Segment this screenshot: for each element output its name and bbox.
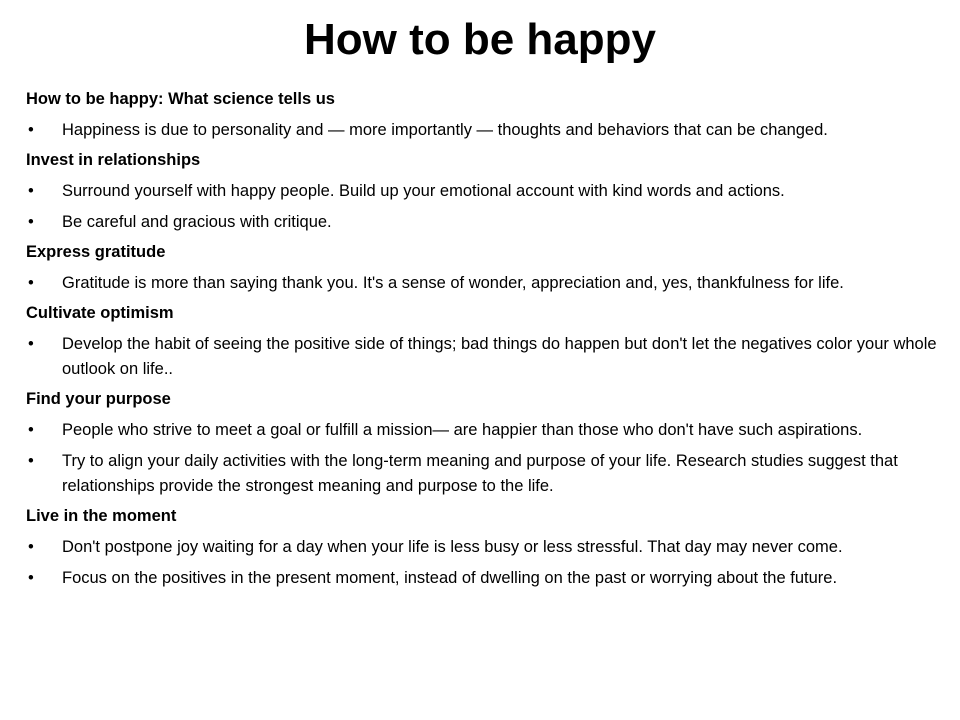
bullet-item bbox=[26, 332, 938, 382]
bullet-text: People who strive to meet a goal or fulfill a mission— are happier than those who don't have such aspirations. bbox=[62, 421, 863, 439]
bullet-icon: • bbox=[28, 121, 34, 139]
section-heading: Invest in relationships bbox=[26, 151, 201, 169]
section-heading: How to be happy: What science tells us bbox=[26, 90, 335, 108]
bullet-item bbox=[26, 418, 938, 443]
bullet-icon: • bbox=[28, 182, 34, 200]
bullet-text: Don't postpone joy waiting for a day when your life is less busy or less stressful. That day may never come. bbox=[62, 538, 843, 556]
bullet-icon: • bbox=[28, 538, 34, 556]
bullet-item bbox=[26, 179, 938, 204]
section-heading: Express gratitude bbox=[26, 243, 166, 261]
section-optimism bbox=[26, 302, 938, 382]
bullet-item bbox=[26, 271, 938, 296]
bullet-text: Happiness is due to personality and — more importantly — thoughts and behaviors that can be changed. bbox=[62, 121, 828, 139]
bullet-item bbox=[26, 210, 938, 235]
section-heading: Cultivate optimism bbox=[26, 304, 174, 322]
section-gratitude bbox=[26, 241, 938, 296]
bullet-item bbox=[26, 566, 938, 591]
bullet-item bbox=[26, 449, 938, 499]
section-science bbox=[26, 88, 938, 143]
section-moment bbox=[26, 505, 938, 591]
section-relationships bbox=[26, 149, 938, 235]
bullet-text: Surround yourself with happy people. Build up your emotional account with kind words and actions. bbox=[62, 182, 785, 200]
bullet-text: Gratitude is more than saying thank you. It's a sense of wonder, appreciation and, yes, thankfulness for life. bbox=[62, 274, 844, 292]
section-purpose bbox=[26, 388, 938, 499]
bullet-text: Focus on the positives in the present moment, instead of dwelling on the past or worrying about the future. bbox=[62, 569, 838, 587]
bullet-icon: • bbox=[28, 335, 34, 353]
bullet-text: Develop the habit of seeing the positive side of things; bad things do happen but don't let the negatives color your whole outlook on life.. bbox=[62, 335, 937, 378]
bullet-icon: • bbox=[28, 213, 34, 231]
bullet-icon: • bbox=[28, 421, 34, 439]
slide-title: How to be happy bbox=[304, 15, 656, 64]
bullet-item bbox=[26, 118, 938, 143]
bullet-item bbox=[26, 535, 938, 560]
bullet-text: Be careful and gracious with critique. bbox=[62, 213, 332, 231]
bullet-icon: • bbox=[28, 569, 34, 587]
slide-content bbox=[26, 88, 938, 597]
bullet-icon: • bbox=[28, 274, 34, 292]
section-heading: Find your purpose bbox=[26, 390, 171, 408]
section-heading: Live in the moment bbox=[26, 507, 177, 525]
bullet-icon: • bbox=[28, 452, 34, 470]
bullet-text: Try to align your daily activities with the long-term meaning and purpose of your life. Research studies suggest that relationships provide the strongest meaning and purpose to the life. bbox=[62, 452, 898, 495]
